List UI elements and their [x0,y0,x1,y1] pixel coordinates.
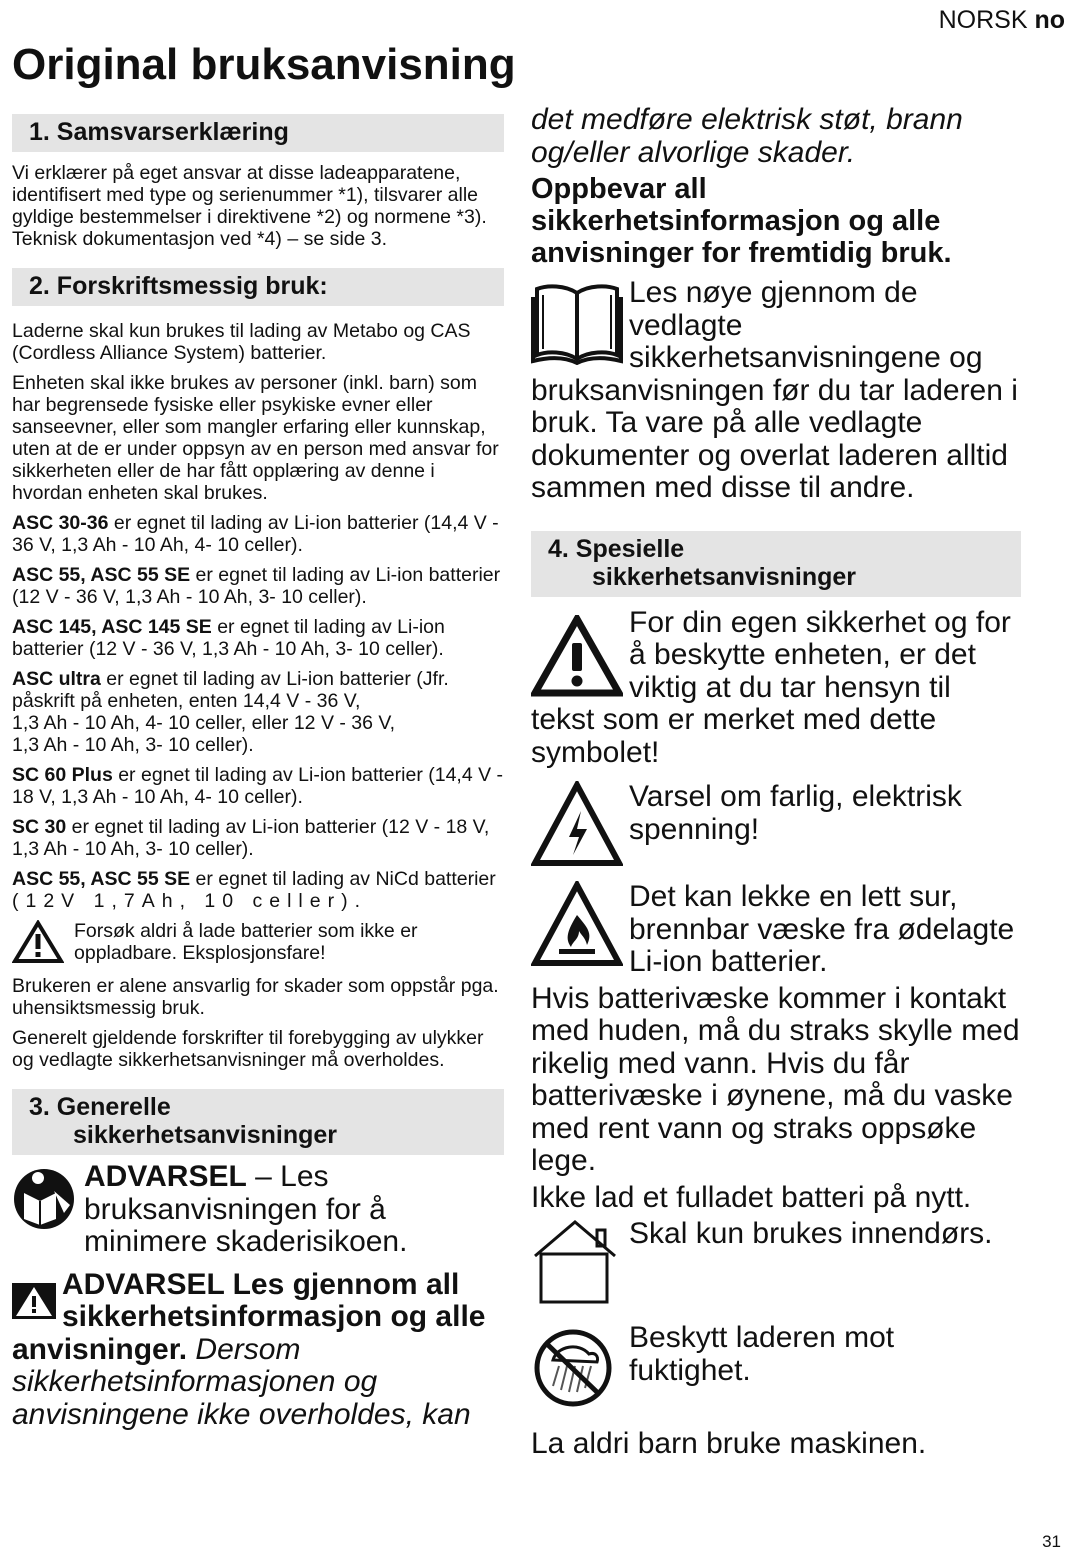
no-recharge-text: Ikke lad et fulladet batteri på nytt. [531,1180,972,1214]
section-1-heading: 1. Samsvarserklæring [12,114,504,152]
warning-triangle-icon [12,920,64,969]
read-carefully-block: Les nøye gjennom de vedlagte sikkerhetsanvisningene og bruksanvisningen før du tar laderen i bruk. Ta vare på alle vedlagte dokumenter og overlat laderen alltid sammen med disse til andre. [531,276,1018,504]
keep-instructions: Oppbevar all sikkerhetsinformasjon og alle anvisninger for fremtidig bruk. [531,173,952,269]
model-sc-30: SC 30 er egnet til lading av Li-ion batterier (12 V - 18 V, 1,3 Ah - 10 Ah, 3- 10 celler). [12,816,490,860]
regulations-text: Generelt gjeldende forskrifter til forebygging av ulykker og vedlagte sikkerhetsanvisninger må overholdes. [12,1027,484,1071]
restriction-text: Enheten skal ikke brukes av personer (inkl. barn) som har begrensede fysiske eller psykiske evner eller sanseevner, eller som mangler erfaring eller kunnskap, uten at de er under oppsyn av en person med ansvar for sikkerheten eller de har fått opplæring av denne i hvordan enheten skal brukes. [12,372,499,504]
intended-use-text: Laderne skal kun brukes til lading av Metabo og CAS (Cordless Alliance System) batterier. [12,320,471,364]
left-column [12,114,504,1435]
model-asc-30-36: ASC 30-36 er egnet til lading av Li-ion batterier (14,4 V - 36 V, 1,3 Ah - 10 Ah, 4- 10 celler). [12,512,499,556]
voltage-warning-block: Varsel om farlig, elektrisk spenning! [531,781,1021,873]
warning-continuation: det medføre elektrisk støt, brann og/eller alvorlige skader. [531,103,963,169]
book-icon [531,281,623,370]
warning-box-icon [12,1283,56,1324]
model-asc-ultra: ASC ultra er egnet til lading av Li-ion batterier (Jfr. påskrift på enheten, enten 14,4 V - 36 V, 1,3 Ah - 10 Ah, 4- 10 celler, eller 12 V - 36 V, 1,3 Ah - 10 Ah, 3- 10 celler). [12,668,449,756]
electric-hazard-icon [531,781,623,872]
safety-symbol-block: For din egen sikkerhet og for å beskytte enheten, er det viktig at du tar hensyn til tekst som er merket med dette symbolet! [531,605,1011,769]
model-asc-55: ASC 55, ASC 55 SE er egnet til lading av Li-ion batterier (12 V - 36 V, 1,3 Ah - 10 Ah, 3- 10 celler). [12,564,501,608]
right-column [531,104,1021,1465]
read-manual-icon [12,1161,78,1242]
moisture-block: Beskytt laderen mot fuktighet. [531,1322,1021,1426]
explosion-warning: Forsøk aldri å lade batterier som ikke er oppladbare. Eksplosjonsfare! [12,920,504,969]
children-warning-text: La aldri barn bruke maskinen. [531,1427,927,1460]
page-title: Original bruksanvisning [12,40,516,89]
read-manual-warning: ADVARSEL – Les bruksanvisningen for å minimere skaderisikoen. [12,1161,504,1263]
warning-triangle-icon [531,615,623,702]
battery-fluid-text: Hvis batterivæske kommer i kontakt med huden, må du straks skylle med rikelig med vann. Hvis du får batterivæske i øynene, må du vaske med rent vann og straks oppsøke lege. [531,981,1020,1177]
leak-warning-block: Det kan lekke en lett sur, brennbar væske fra ødelagte Li-ion batterier. [531,881,1021,983]
model-asc-145: ASC 145, ASC 145 SE er egnet til lading av Li-ion batterier (12 V - 36 V, 1,3 Ah - 10 Ah, 3- 10 celler). [12,616,445,660]
section-3-heading: 3. Generelle sikkerhetsanvisninger [12,1089,504,1155]
language-label: NORSK no [938,6,1065,34]
page-number: 31 [1042,1532,1061,1551]
section-2-heading: 2. Forskriftsmessig bruk: [12,268,504,306]
read-all-warning: ADVARSEL Les gjennom all sikkerhetsinformasjon og alle anvisninger. Dersom sikkerhetsinformasjonen og anvisningene ikke overholdes, kan [12,1267,486,1431]
model-asc-55-nicd: ASC 55, ASC 55 SE er egnet til lading av NiCd batterier (12V 1,7Ah, 10 celler). [12,868,496,912]
flammable-icon [531,881,623,972]
section-4-heading: 4. Spesielle sikkerhetsanvisninger [531,531,1021,597]
liability-text: Brukeren er alene ansvarlig for skader som oppstår pga. uhensiktsmessig bruk. [12,975,499,1019]
indoor-use-block: Skal kun brukes innendørs. [531,1218,1021,1318]
no-moisture-icon [531,1322,623,1417]
model-sc-60-plus: SC 60 Plus er egnet til lading av Li-ion batterier (14,4 V - 18 V, 1,3 Ah - 10 Ah, 4- 10 celler). [12,764,504,808]
declaration-text: Vi erklærer på eget ansvar at disse ladeapparatene, identifisert med type og serienummer *1), tilsvarer alle gyldige bestemmelser i direktivene *2) og normene *3). Teknisk dokumentasjon ved *4) – se side 3. [12,162,487,250]
house-icon [531,1218,623,1311]
